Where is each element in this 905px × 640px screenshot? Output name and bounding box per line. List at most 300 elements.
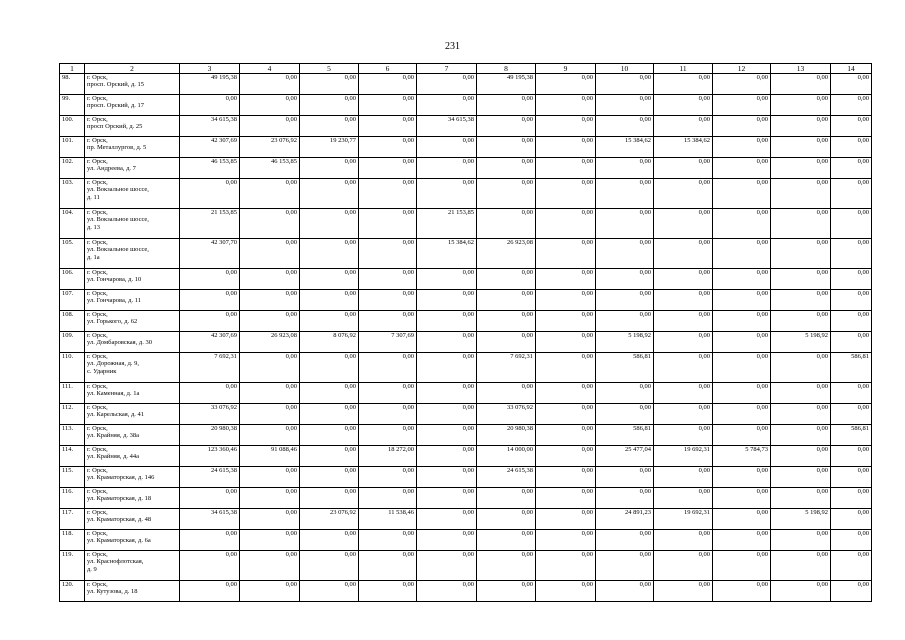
value-cell: 0,00 xyxy=(654,311,713,332)
value-cell: 0,00 xyxy=(300,74,359,95)
value-cell: 0,00 xyxy=(359,311,417,332)
row-number: 102. xyxy=(60,158,85,179)
value-cell: 0,00 xyxy=(477,311,536,332)
value-cell: 0,00 xyxy=(596,95,654,116)
value-cell: 0,00 xyxy=(240,95,300,116)
value-cell: 0,00 xyxy=(240,311,300,332)
value-cell: 0,00 xyxy=(417,425,477,446)
value-cell: 0,00 xyxy=(654,158,713,179)
value-cell: 0,00 xyxy=(536,488,596,509)
address-line: г. Орск, xyxy=(87,179,108,186)
address-cell xyxy=(85,530,180,551)
value-cell: 0,00 xyxy=(654,383,713,404)
value-cell: 0,00 xyxy=(477,551,536,581)
value-cell: 0,00 xyxy=(831,116,872,137)
value-cell: 0,00 xyxy=(831,530,872,551)
value-cell: 0,00 xyxy=(417,383,477,404)
table-row xyxy=(60,509,872,530)
address-line: г. Орск, xyxy=(87,239,108,246)
value-cell: 0,00 xyxy=(713,530,771,551)
value-cell: 0,00 xyxy=(536,95,596,116)
value-cell: 0,00 xyxy=(359,158,417,179)
value-cell: 0,00 xyxy=(417,404,477,425)
table-row xyxy=(60,209,872,239)
address-cell xyxy=(85,467,180,488)
value-cell: 0,00 xyxy=(771,158,831,179)
value-cell: 0,00 xyxy=(536,332,596,353)
column-header: 5 xyxy=(300,64,359,74)
value-cell: 0,00 xyxy=(831,383,872,404)
value-cell: 0,00 xyxy=(596,239,654,269)
value-cell: 0,00 xyxy=(831,95,872,116)
value-cell: 0,00 xyxy=(417,179,477,209)
value-cell: 0,00 xyxy=(654,404,713,425)
value-cell: 5 784,73 xyxy=(713,446,771,467)
value-cell: 0,00 xyxy=(536,551,596,581)
value-cell: 0,00 xyxy=(300,404,359,425)
value-cell: 0,00 xyxy=(359,179,417,209)
value-cell: 0,00 xyxy=(359,269,417,290)
row-number: 103. xyxy=(60,179,85,209)
column-header: 1 xyxy=(60,64,85,74)
value-cell: 0,00 xyxy=(713,551,771,581)
address-line: просп Орский, д. 25 xyxy=(87,123,143,131)
address-line: д. 9 xyxy=(87,565,97,573)
value-cell: 0,00 xyxy=(536,179,596,209)
address-line: г. Орск, xyxy=(87,467,108,474)
value-cell: 0,00 xyxy=(596,488,654,509)
address-line: ул. Краснофлотская, xyxy=(87,558,144,566)
address-line: ул. Каменная, д. 1а xyxy=(87,390,140,398)
value-cell: 0,00 xyxy=(240,581,300,602)
value-cell: 0,00 xyxy=(713,581,771,602)
value-cell: 0,00 xyxy=(359,488,417,509)
value-cell: 0,00 xyxy=(713,383,771,404)
row-number: 105. xyxy=(60,239,85,269)
value-cell: 0,00 xyxy=(240,425,300,446)
table-row xyxy=(60,551,872,581)
value-cell: 0,00 xyxy=(300,467,359,488)
value-cell: 0,00 xyxy=(180,290,240,311)
value-cell: 0,00 xyxy=(654,488,713,509)
value-cell: 0,00 xyxy=(477,332,536,353)
value-cell: 0,00 xyxy=(359,425,417,446)
address-cell xyxy=(85,74,180,95)
value-cell: 0,00 xyxy=(300,530,359,551)
address-line: ул. Вокзальное шоссе, xyxy=(87,246,149,254)
value-cell: 0,00 xyxy=(536,158,596,179)
value-cell: 0,00 xyxy=(831,551,872,581)
value-cell: 0,00 xyxy=(180,581,240,602)
value-cell: 0,00 xyxy=(596,290,654,311)
value-cell: 0,00 xyxy=(300,95,359,116)
value-cell: 0,00 xyxy=(477,530,536,551)
value-cell: 0,00 xyxy=(536,74,596,95)
value-cell: 0,00 xyxy=(359,581,417,602)
value-cell: 0,00 xyxy=(240,551,300,581)
column-header: 13 xyxy=(771,64,831,74)
value-cell: 0,00 xyxy=(831,332,872,353)
address-cell xyxy=(85,269,180,290)
value-cell: 0,00 xyxy=(359,551,417,581)
value-cell: 20 980,38 xyxy=(477,425,536,446)
address-line: ул. Гончарова, д. 10 xyxy=(87,276,142,284)
value-cell: 0,00 xyxy=(654,530,713,551)
value-cell: 0,00 xyxy=(477,158,536,179)
value-cell: 5 198,92 xyxy=(771,509,831,530)
value-cell: 0,00 xyxy=(359,467,417,488)
value-cell: 15 384,62 xyxy=(417,239,477,269)
address-line: г. Орск, xyxy=(87,137,108,144)
value-cell: 0,00 xyxy=(417,551,477,581)
row-number: 117. xyxy=(60,509,85,530)
address-line: г. Орск, xyxy=(87,488,108,495)
table-row xyxy=(60,467,872,488)
value-cell: 0,00 xyxy=(654,239,713,269)
value-cell: 0,00 xyxy=(240,353,300,383)
address-line: ул. Кутузова, д. 18 xyxy=(87,588,138,596)
table-row xyxy=(60,425,872,446)
value-cell: 0,00 xyxy=(596,581,654,602)
value-cell: 0,00 xyxy=(771,311,831,332)
row-number: 112. xyxy=(60,404,85,425)
address-line: г. Орск, xyxy=(87,353,108,360)
value-cell: 0,00 xyxy=(240,509,300,530)
value-cell: 0,00 xyxy=(417,95,477,116)
row-number: 101. xyxy=(60,137,85,158)
table-row xyxy=(60,179,872,209)
value-cell: 0,00 xyxy=(477,488,536,509)
value-cell: 0,00 xyxy=(536,353,596,383)
value-cell: 0,00 xyxy=(771,95,831,116)
value-cell: 0,00 xyxy=(477,509,536,530)
value-cell: 0,00 xyxy=(831,290,872,311)
row-number: 109. xyxy=(60,332,85,353)
address-line: ул. Дорожная, д. 9, xyxy=(87,360,140,368)
address-cell xyxy=(85,488,180,509)
address-line: г. Орск, xyxy=(87,158,108,165)
address-line: ул. Вокзальное шоссе, xyxy=(87,216,149,224)
value-cell: 0,00 xyxy=(477,95,536,116)
value-cell: 42 307,70 xyxy=(180,239,240,269)
value-cell: 0,00 xyxy=(536,290,596,311)
value-cell: 0,00 xyxy=(536,239,596,269)
row-number: 113. xyxy=(60,425,85,446)
value-cell: 0,00 xyxy=(771,383,831,404)
value-cell: 0,00 xyxy=(359,239,417,269)
value-cell: 33 076,92 xyxy=(180,404,240,425)
value-cell: 26 923,08 xyxy=(477,239,536,269)
table-row xyxy=(60,383,872,404)
address-line: ул. Горького, д. 62 xyxy=(87,318,138,326)
value-cell: 0,00 xyxy=(180,530,240,551)
value-cell: 0,00 xyxy=(654,353,713,383)
value-cell: 0,00 xyxy=(180,269,240,290)
value-cell: 0,00 xyxy=(417,290,477,311)
address-cell xyxy=(85,509,180,530)
value-cell: 0,00 xyxy=(831,158,872,179)
value-cell: 0,00 xyxy=(536,425,596,446)
value-cell: 0,00 xyxy=(300,269,359,290)
row-number: 115. xyxy=(60,467,85,488)
address-line: г. Орск, xyxy=(87,116,108,123)
value-cell: 0,00 xyxy=(240,74,300,95)
value-cell: 0,00 xyxy=(477,179,536,209)
value-cell: 14 000,00 xyxy=(477,446,536,467)
value-cell: 586,81 xyxy=(596,353,654,383)
value-cell: 0,00 xyxy=(771,239,831,269)
value-cell: 0,00 xyxy=(771,179,831,209)
address-line: ул. Андреева, д. 7 xyxy=(87,165,136,173)
value-cell: 0,00 xyxy=(536,269,596,290)
value-cell: 15 384,62 xyxy=(596,137,654,158)
row-number: 118. xyxy=(60,530,85,551)
value-cell: 0,00 xyxy=(654,116,713,137)
address-line: просп. Орский, д. 17 xyxy=(87,102,145,110)
table-row xyxy=(60,332,872,353)
value-cell: 26 923,08 xyxy=(240,332,300,353)
value-cell: 0,00 xyxy=(596,383,654,404)
value-cell: 0,00 xyxy=(596,179,654,209)
value-cell: 0,00 xyxy=(300,116,359,137)
table-row xyxy=(60,137,872,158)
value-cell: 19 692,31 xyxy=(654,446,713,467)
column-header: 4 xyxy=(240,64,300,74)
value-cell: 0,00 xyxy=(654,209,713,239)
value-cell: 46 153,85 xyxy=(240,158,300,179)
address-cell xyxy=(85,290,180,311)
value-cell: 7 692,31 xyxy=(180,353,240,383)
value-cell: 0,00 xyxy=(771,446,831,467)
value-cell: 15 384,62 xyxy=(654,137,713,158)
value-cell: 0,00 xyxy=(713,179,771,209)
value-cell: 0,00 xyxy=(596,404,654,425)
value-cell: 0,00 xyxy=(771,209,831,239)
value-cell: 0,00 xyxy=(831,488,872,509)
table-row xyxy=(60,269,872,290)
column-header: 8 xyxy=(477,64,536,74)
value-cell: 0,00 xyxy=(771,116,831,137)
address-line: просп. Орский, д. 15 xyxy=(87,81,145,89)
value-cell: 0,00 xyxy=(417,446,477,467)
value-cell: 0,00 xyxy=(359,290,417,311)
row-number: 116. xyxy=(60,488,85,509)
value-cell: 7 307,69 xyxy=(359,332,417,353)
column-header: 9 xyxy=(536,64,596,74)
value-cell: 34 615,38 xyxy=(417,116,477,137)
value-cell: 0,00 xyxy=(831,239,872,269)
address-cell xyxy=(85,116,180,137)
value-cell: 0,00 xyxy=(713,467,771,488)
table-row xyxy=(60,581,872,602)
address-line: г. Орск, xyxy=(87,290,108,297)
value-cell: 21 153,85 xyxy=(180,209,240,239)
value-cell: 24 615,38 xyxy=(477,467,536,488)
address-line: ул. Крайняя, д. 38а xyxy=(87,432,140,440)
value-cell: 0,00 xyxy=(240,179,300,209)
value-cell: 34 615,38 xyxy=(180,509,240,530)
value-cell: 0,00 xyxy=(831,209,872,239)
address-line: г. Орск, xyxy=(87,383,108,390)
value-cell: 0,00 xyxy=(300,311,359,332)
address-line: пр. Металлургов, д. 5 xyxy=(87,144,147,152)
value-cell: 0,00 xyxy=(180,488,240,509)
value-cell: 0,00 xyxy=(536,509,596,530)
value-cell: 24 891,23 xyxy=(596,509,654,530)
value-cell: 0,00 xyxy=(771,581,831,602)
value-cell: 23 076,92 xyxy=(240,137,300,158)
value-cell: 0,00 xyxy=(300,209,359,239)
value-cell: 0,00 xyxy=(713,332,771,353)
row-number: 107. xyxy=(60,290,85,311)
address-line: ул. Краматорская, д. 6а xyxy=(87,537,151,545)
value-cell: 0,00 xyxy=(477,209,536,239)
address-cell xyxy=(85,425,180,446)
value-cell: 0,00 xyxy=(654,332,713,353)
value-cell: 11 538,46 xyxy=(359,509,417,530)
value-cell: 0,00 xyxy=(300,353,359,383)
value-cell: 0,00 xyxy=(713,404,771,425)
value-cell: 0,00 xyxy=(771,74,831,95)
value-cell: 0,00 xyxy=(654,581,713,602)
address-cell xyxy=(85,383,180,404)
address-line: г. Орск, xyxy=(87,311,108,318)
value-cell: 0,00 xyxy=(417,581,477,602)
value-cell: 5 198,92 xyxy=(771,332,831,353)
value-cell: 24 615,38 xyxy=(180,467,240,488)
table-row xyxy=(60,239,872,269)
value-cell: 0,00 xyxy=(713,425,771,446)
address-cell xyxy=(85,209,180,239)
value-cell: 0,00 xyxy=(240,467,300,488)
value-cell: 0,00 xyxy=(417,509,477,530)
address-cell xyxy=(85,137,180,158)
address-line: г. Орск, xyxy=(87,209,108,216)
value-cell: 0,00 xyxy=(536,446,596,467)
address-cell xyxy=(85,353,180,383)
address-cell xyxy=(85,404,180,425)
value-cell: 0,00 xyxy=(359,353,417,383)
value-cell: 49 195,38 xyxy=(477,74,536,95)
value-cell: 91 088,46 xyxy=(240,446,300,467)
address-line: г. Орск, xyxy=(87,509,108,516)
value-cell: 0,00 xyxy=(359,137,417,158)
value-cell: 0,00 xyxy=(654,425,713,446)
value-cell: 0,00 xyxy=(300,581,359,602)
row-number: 106. xyxy=(60,269,85,290)
value-cell: 0,00 xyxy=(771,425,831,446)
address-line: г. Орск, xyxy=(87,74,108,81)
address-line: ул. Краматорская, д. 48 xyxy=(87,516,152,524)
value-cell: 5 198,92 xyxy=(596,332,654,353)
value-cell: 0,00 xyxy=(417,530,477,551)
value-cell: 42 307,69 xyxy=(180,332,240,353)
table-row xyxy=(60,311,872,332)
address-cell xyxy=(85,95,180,116)
value-cell: 0,00 xyxy=(417,488,477,509)
value-cell: 0,00 xyxy=(831,446,872,467)
value-cell: 0,00 xyxy=(771,137,831,158)
value-cell: 0,00 xyxy=(654,269,713,290)
value-cell: 0,00 xyxy=(359,209,417,239)
value-cell: 0,00 xyxy=(536,530,596,551)
value-cell: 0,00 xyxy=(477,290,536,311)
value-cell: 0,00 xyxy=(417,311,477,332)
value-cell: 0,00 xyxy=(477,116,536,137)
table-row xyxy=(60,488,872,509)
value-cell: 0,00 xyxy=(596,467,654,488)
value-cell: 0,00 xyxy=(654,179,713,209)
value-cell: 0,00 xyxy=(831,581,872,602)
value-cell: 123 360,46 xyxy=(180,446,240,467)
address-line: ул. Крайняя, д. 44а xyxy=(87,453,140,461)
value-cell: 34 615,38 xyxy=(180,116,240,137)
value-cell: 0,00 xyxy=(713,95,771,116)
value-cell: 0,00 xyxy=(240,239,300,269)
value-cell: 0,00 xyxy=(596,209,654,239)
value-cell: 0,00 xyxy=(536,581,596,602)
value-cell: 0,00 xyxy=(240,116,300,137)
value-cell: 18 272,00 xyxy=(359,446,417,467)
address-line: г. Орск, xyxy=(87,530,108,537)
address-cell xyxy=(85,332,180,353)
value-cell: 0,00 xyxy=(300,239,359,269)
value-cell: 0,00 xyxy=(300,488,359,509)
value-cell: 0,00 xyxy=(654,551,713,581)
row-number: 114. xyxy=(60,446,85,467)
value-cell: 0,00 xyxy=(536,311,596,332)
value-cell: 0,00 xyxy=(240,404,300,425)
value-cell: 42 307,69 xyxy=(180,137,240,158)
table-row xyxy=(60,404,872,425)
address-line: г. Орск, xyxy=(87,269,108,276)
value-cell: 0,00 xyxy=(300,425,359,446)
value-cell: 0,00 xyxy=(596,551,654,581)
value-cell: 33 076,92 xyxy=(477,404,536,425)
column-header: 10 xyxy=(596,64,654,74)
row-number: 120. xyxy=(60,581,85,602)
address-line: ул. Карельская, д. 41 xyxy=(87,411,145,419)
table-row xyxy=(60,116,872,137)
value-cell: 0,00 xyxy=(180,551,240,581)
column-header: 3 xyxy=(180,64,240,74)
value-cell: 0,00 xyxy=(831,269,872,290)
value-cell: 0,00 xyxy=(771,488,831,509)
value-cell: 0,00 xyxy=(771,290,831,311)
table-row xyxy=(60,158,872,179)
table-row xyxy=(60,74,872,95)
value-cell: 0,00 xyxy=(536,116,596,137)
value-cell: 7 692,31 xyxy=(477,353,536,383)
value-cell: 49 195,38 xyxy=(180,74,240,95)
address-line: г. Орск, xyxy=(87,404,108,411)
value-cell: 19 692,31 xyxy=(654,509,713,530)
value-cell: 0,00 xyxy=(596,311,654,332)
column-header: 12 xyxy=(713,64,771,74)
value-cell: 0,00 xyxy=(359,95,417,116)
value-cell: 0,00 xyxy=(596,74,654,95)
value-cell: 0,00 xyxy=(536,404,596,425)
value-cell: 0,00 xyxy=(477,269,536,290)
value-cell: 0,00 xyxy=(417,353,477,383)
address-line: ул. Домбаровская, д. 30 xyxy=(87,339,152,347)
value-cell: 0,00 xyxy=(417,332,477,353)
value-cell: 0,00 xyxy=(417,137,477,158)
table-row xyxy=(60,290,872,311)
address-line: с. Ударник xyxy=(87,367,117,375)
value-cell: 0,00 xyxy=(536,137,596,158)
value-cell: 0,00 xyxy=(713,353,771,383)
